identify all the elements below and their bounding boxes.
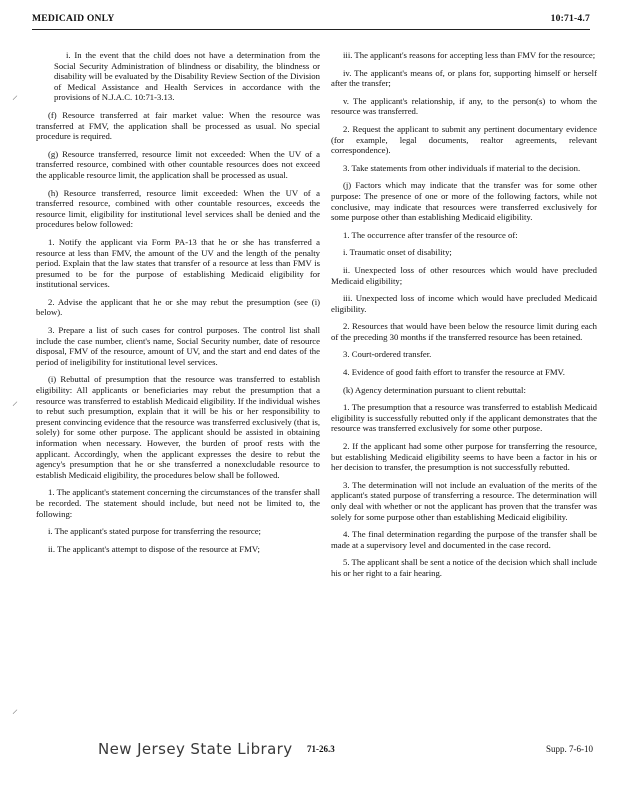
paragraph: 4. The final determination regarding the purpose of the transfer shall be made at a supervisory level and documented in the case record. — [331, 529, 597, 550]
page-number: 71-26.3 — [307, 744, 335, 754]
paragraph: (k) Agency determination pursuant to client rebuttal: — [343, 384, 526, 395]
paragraph: 2. If the applicant had some other purpose for transferring the resource, but establishing Medicaid eligibility seems to have been a factor in his or her decision to transfer, the presumption is not successfully rebutted. — [331, 441, 597, 473]
paragraph: (g) Resource transferred, resource limit not exceeded: When the UV of a transferred resource, combined with other countable resources does not exceed the applicable resource limit, the application shall be processed as usual. — [36, 148, 320, 180]
paragraph: (f) Resource transferred at fair market value: When the resource was transferred at FMV, the application shall be processed as usual. No special procedure is required. — [36, 109, 320, 142]
page-footer — [0, 740, 618, 764]
section-number: 10:71-4.7 — [550, 13, 590, 24]
paragraph: iv. The applicant's means of, or plans for, supporting himself or herself after the transfer; — [331, 67, 597, 89]
right-column — [331, 50, 597, 586]
paragraph: iii. The applicant's reasons for accepting less than FMV for the resource; — [343, 50, 596, 60]
paragraph: 1. Notify the applicant via Form PA-13 that he or she has transferred a resource at less than FMV, the amount of the UV and the length of the penalty period. Explain that the law states that transfer of a resource at less than FMV is presumed to be for the purpose of establishing Medicaid eligibility for institutional services. — [36, 236, 320, 290]
paragraph: (j) Factors which may indicate that the transfer was for some other purpose: The presence of one or more of the following factors, while not conclusive, may indicate that resources were transferred exclusively for some purpose other than establishing Medicaid eligibility. — [331, 180, 597, 223]
paragraph: v. The applicant's relationship, if any, to the person(s) to whom the resource was transferred. — [331, 95, 597, 117]
binding-mark: ⸝ — [12, 88, 19, 102]
header-rule — [32, 29, 590, 30]
paragraph: ii. The applicant's attempt to dispose of the resource at FMV; — [48, 543, 260, 554]
paragraph: 2. Request the applicant to submit any pertinent documentary evidence (for example, legal documents, realtor agreements, relevant correspondence). — [331, 123, 597, 156]
paragraph: 3. Prepare a list of such cases for control purposes. The control list shall include the case number, client's name, Social Security number, date of resource disposal, FMV of the resource, amount of UV, and the start and end dates of the period of ineligibility for institutional level services. — [36, 325, 320, 367]
paragraph: 1. The applicant's statement concerning the circumstances of the transfer shall be recorded. The statement should include, but need not be limited to, the following: — [36, 487, 320, 519]
library-watermark: New Jersey State Library — [98, 740, 293, 758]
binding-mark: ⸝ — [12, 702, 19, 716]
paragraph: 3. Take statements from other individuals if material to the decision. — [343, 162, 581, 173]
paragraph: 3. The determination will not include an evaluation of the merits of the applicant's stated purpose of transferring a resource. The determination will only deal with whether or not the applicant has proven that the transfer was solely for some purpose other than establishing Medicaid eligibility. — [331, 479, 597, 522]
paragraph: i. Traumatic onset of disability; — [343, 247, 452, 258]
left-column — [36, 50, 320, 561]
paragraph: 1. The presumption that a resource was transferred to establish Medicaid eligibility is successfully rebutted only if the applicant demonstrates that the resource was transferred exclusively for some other purpose. — [331, 402, 597, 434]
paragraph: (i) Rebuttal of presumption that the resource was transferred to establish eligibility: All applicants or beneficiaries may rebut the presumption that a resource was transferred to establish Medicaid eligibility. If the individual wishes to rebut such presumption, explain that it will be his or her responsibility to present convincing evidence that the resource was transferred exclusively (that is, solely) for some other purpose. The applicant should be assisted in obtaining information when necessary. However, the burden of proof rests with the applicant. Accordingly, when the applicant expresses the desire to rebut the agency's presumption that he or she transferred a nonexcludable resource to establish Medicaid eligibility, the procedures below shall be followed. — [36, 374, 320, 480]
paragraph: ii. Unexpected loss of other resources which would have precluded Medicaid eligibility; — [331, 264, 597, 286]
paragraph: 2. Resources that would have been below the resource limit during each of the preceding 30 months if the transferred resource has been retained. — [331, 321, 597, 342]
paragraph: 2. Advise the applicant that he or she may rebut the presumption (see (i) below). — [36, 296, 320, 318]
binding-mark: ⸝ — [12, 394, 19, 408]
paragraph: 5. The applicant shall be sent a notice of the decision which shall include his or her right to a fair hearing. — [331, 557, 597, 578]
paragraph: 3. Court-ordered transfer. — [343, 349, 432, 360]
paragraph: iii. Unexpected loss of income which would have precluded Medicaid eligibility. — [331, 293, 597, 314]
paragraph: i. The applicant's stated purpose for transferring the resource; — [48, 526, 261, 537]
header-title: MEDICAID ONLY — [32, 13, 115, 24]
paragraph: 1. The occurrence after transfer of the resource of: — [343, 229, 518, 240]
supplement-date: Supp. 7-6-10 — [546, 744, 593, 754]
paragraph: (h) Resource transferred, resource limit exceeded: When the UV of a transferred resource, combined with other countable resources, exceeds the resource limit, eligibility for institutional level services shall be denied and the procedures below followed: — [36, 187, 320, 230]
running-header — [32, 13, 590, 27]
paragraph: i. In the event that the child does not have a determination from the Social Security Administration of blindness or disability, the blindness or disability will be evaluated by the Disability Review Section of the Division of Medical Assistance and Health Services in accordance with the provisions of N.J.A.C. 10:71-3.13. — [54, 50, 320, 103]
paragraph: 4. Evidence of good faith effort to transfer the resource at FMV. — [343, 367, 565, 378]
